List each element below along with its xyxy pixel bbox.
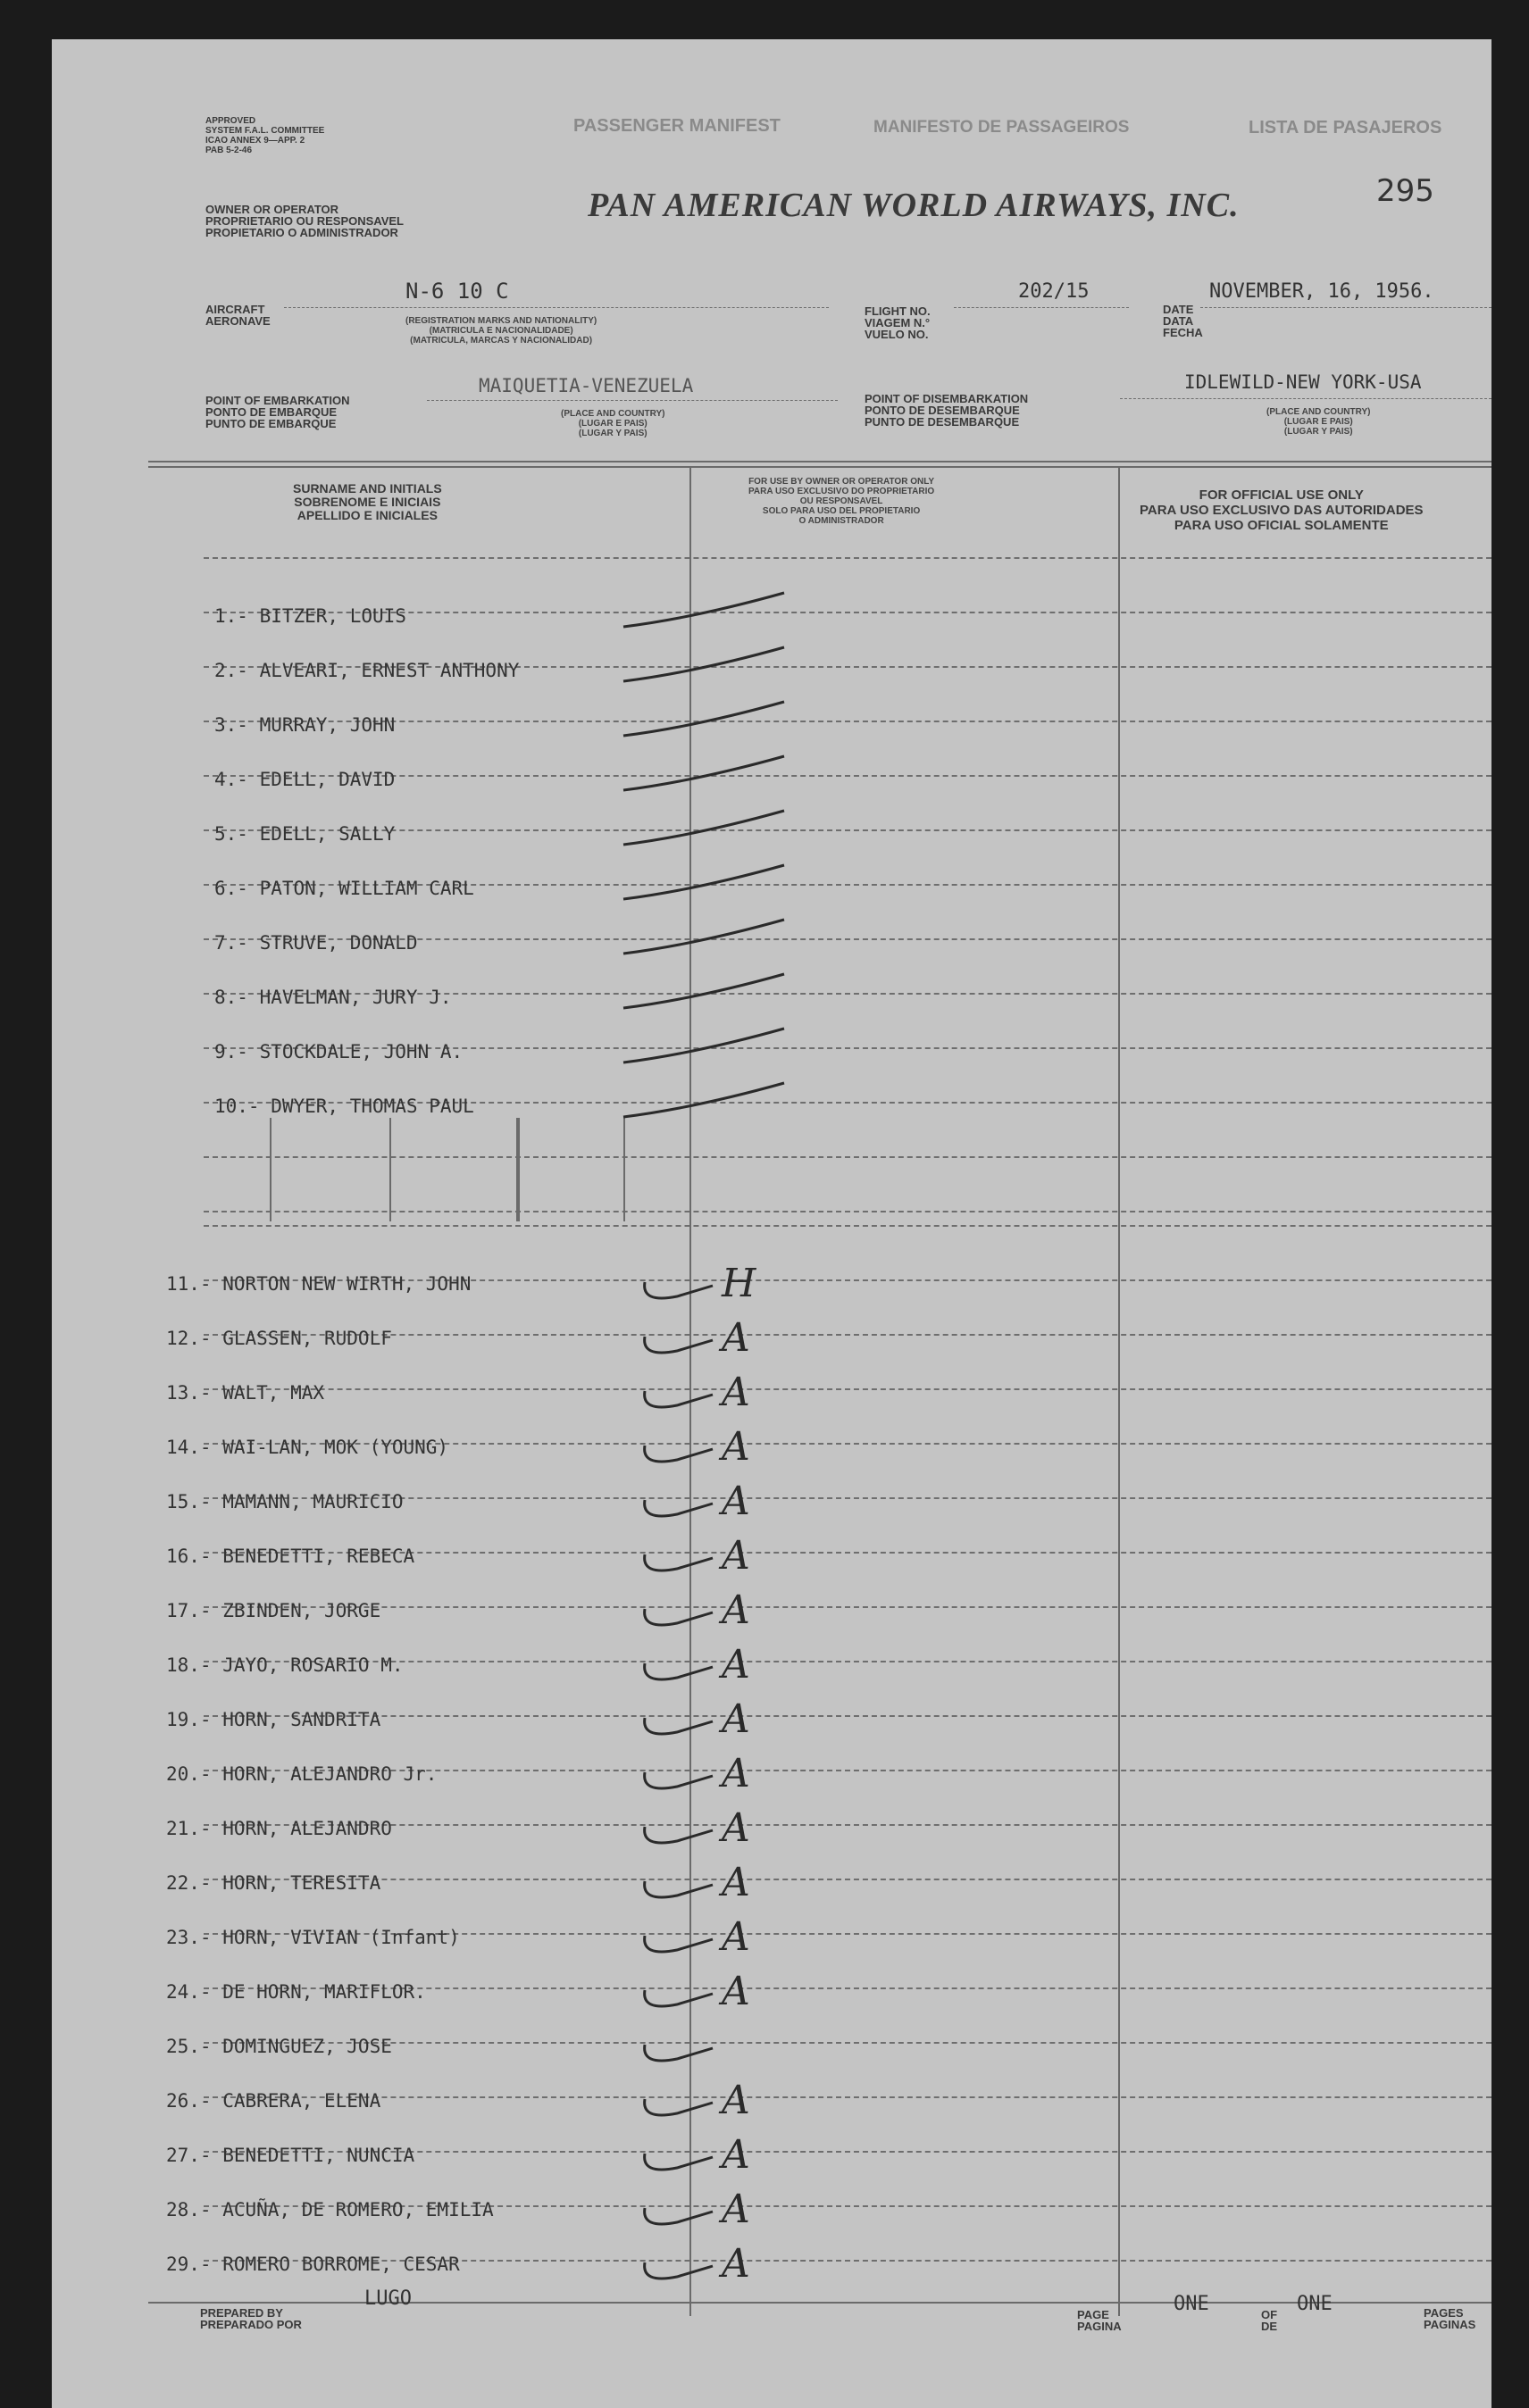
passenger-entry: 4.- EDELL, DAVID xyxy=(214,769,396,790)
passenger-entry: 6.- PATON, WILLIAM CARL xyxy=(214,878,474,899)
status-mark: H xyxy=(722,1261,756,1306)
check-stroke xyxy=(645,1718,713,1734)
passenger-entry: 7.- STRUVE, DONALD xyxy=(214,932,418,954)
check-stroke xyxy=(623,865,784,899)
of-label: OF DE xyxy=(1261,2308,1278,2333)
passenger-entry: 21.- HORN, ALEJANDRO xyxy=(166,1818,392,1839)
aircraft-value: N-6 10 C xyxy=(405,279,509,304)
passenger-entry: 10.- DWYER, THOMAS PAUL xyxy=(214,1096,474,1117)
passenger-entry: 2.- ALVEARI, ERNEST ANTHONY xyxy=(214,660,520,681)
check-stroke xyxy=(645,1881,713,1897)
check-stroke xyxy=(645,1772,713,1788)
passenger-entry: 8.- HAVELMAN, JURY J. xyxy=(214,987,452,1008)
check-stroke xyxy=(645,1391,713,1407)
passenger-entry: 9.- STOCKDALE, JOHN A. xyxy=(214,1041,464,1062)
status-mark: A xyxy=(722,1751,750,1796)
check-stroke xyxy=(645,1609,713,1625)
status-mark: A xyxy=(722,2132,750,2178)
manifest-page xyxy=(52,39,1491,2408)
col-operator-header: FOR USE BY OWNER OR OPERATOR ONLY PARA USO EXCLUSIVO DO PROPRIETARIO OU RESPONSAVEL SOLO PARA USO DEL PROPIETARIO O ADMINISTRADOR xyxy=(748,477,935,526)
check-stroke xyxy=(623,647,784,681)
passenger-entry: 23.- HORN, VIVIAN (Infant) xyxy=(166,1927,460,1948)
passenger-entry: 27.- BENEDETTI, NUNCIA xyxy=(166,2145,415,2166)
status-mark: A xyxy=(722,1479,750,1524)
page-value: ONE xyxy=(1174,2293,1209,2315)
prepared-by-value: LUGO xyxy=(364,2287,412,2310)
status-mark: A xyxy=(722,1315,750,1361)
status-mark: A xyxy=(722,1805,750,1851)
of-value: ONE xyxy=(1297,2293,1333,2315)
page-label: PAGE PAGINA xyxy=(1077,2308,1122,2333)
col-names-header: SURNAME AND INITIALS SOBRENOME E INICIAIS APELLIDO E INICIALES xyxy=(293,481,442,522)
check-stroke xyxy=(645,1936,713,1952)
status-mark: A xyxy=(722,1642,750,1687)
check-stroke xyxy=(645,1554,713,1571)
check-stroke xyxy=(623,811,784,845)
status-mark: A xyxy=(722,1696,750,1742)
check-stroke xyxy=(623,1029,784,1062)
airline-name: PAN AMERICAN WORLD AIRWAYS, INC. xyxy=(588,187,1240,224)
passenger-entry: 1.- BITZER, LOUIS xyxy=(214,605,406,627)
flight-value: 202/15 xyxy=(1018,280,1090,303)
check-stroke xyxy=(645,2154,713,2170)
passenger-entry: 29.- ROMERO BORROME, CESAR xyxy=(166,2254,460,2275)
status-mark: A xyxy=(722,2241,750,2287)
status-mark: A xyxy=(722,1969,750,2014)
passenger-entry: 18.- JAYO, ROSARIO M. xyxy=(166,1654,404,1676)
passenger-entry: 16.- BENEDETTI, REBECA xyxy=(166,1546,415,1567)
passenger-entry: 28.- ACUÑA, DE ROMERO, EMILIA xyxy=(166,2199,494,2221)
prepared-label: PREPARED BY PREPARADO POR xyxy=(200,2306,302,2331)
owner-label: OWNER OR OPERATOR PROPRIETARIO OU RESPONSAVEL PROPIETARIO O ADMINISTRADOR xyxy=(205,203,404,239)
passenger-entry: 20.- HORN, ALEJANDRO Jr. xyxy=(166,1763,438,1785)
passenger-entry: 25.- DOMINGUEZ, JOSE xyxy=(166,2036,392,2057)
status-mark: A xyxy=(722,1914,750,1960)
check-stroke xyxy=(623,756,784,790)
check-stroke xyxy=(623,1083,784,1117)
status-mark: A xyxy=(722,1587,750,1633)
date-value: NOVEMBER, 16, 1956. xyxy=(1209,280,1434,303)
embark-label: POINT OF EMBARKATION PONTO DE EMBARQUE PUNTO DE EMBARQUE xyxy=(205,394,350,430)
check-stroke xyxy=(645,1990,713,2006)
date-label: DATE DATA FECHA xyxy=(1163,303,1203,339)
check-stroke xyxy=(623,974,784,1008)
check-stroke xyxy=(645,1500,713,1516)
check-stroke xyxy=(645,2262,713,2279)
passenger-entry: 15.- MAMANN, MAURICIO xyxy=(166,1491,404,1512)
passenger-entry: 19.- HORN, SANDRITA xyxy=(166,1709,381,1730)
title-spanish: LISTA DE PASAJEROS xyxy=(1249,118,1442,137)
status-mark: A xyxy=(722,2187,750,2232)
passenger-entry: 22.- HORN, TERESITA xyxy=(166,1872,381,1894)
check-stroke xyxy=(645,1827,713,1843)
status-mark: A xyxy=(722,2078,750,2123)
check-stroke xyxy=(645,1337,713,1353)
disembark-label: POINT OF DISEMBARKATION PONTO DE DESEMBARQUE PUNTO DE DESEMBARQUE xyxy=(865,392,1029,429)
status-mark: A xyxy=(722,1860,750,1905)
passenger-entry: 13.- WALT, MAX xyxy=(166,1382,325,1404)
check-stroke xyxy=(645,1282,713,1298)
registration-note: (REGISTRATION MARKS AND NATIONALITY) (MATRICULA E NACIONALIDADE) (MATRICULA, MARCAS Y NACIONALIDAD) xyxy=(405,316,597,346)
passenger-entry: 17.- ZBINDEN, JORGE xyxy=(166,1600,381,1621)
passenger-entry: 11.- NORTON NEW WIRTH, JOHN xyxy=(166,1273,472,1295)
check-stroke xyxy=(645,2045,713,2061)
page-number: 295 xyxy=(1376,173,1434,209)
status-mark: A xyxy=(722,1370,750,1415)
disembark-value: IDLEWILD-NEW YORK-USA xyxy=(1184,371,1422,393)
pages-label: PAGES PAGINAS xyxy=(1424,2306,1476,2331)
passenger-entry: 3.- MURRAY, JOHN xyxy=(214,714,396,736)
check-stroke xyxy=(645,1663,713,1679)
status-mark: A xyxy=(722,1533,750,1579)
embark-value: MAIQUETIA-VENEZUELA xyxy=(479,375,694,396)
check-stroke xyxy=(645,2099,713,2115)
disembark-place-note: (PLACE AND COUNTRY) (LUGAR E PAIS) (LUGAR Y PAIS) xyxy=(1266,407,1371,437)
check-stroke xyxy=(645,1446,713,1462)
embark-place-note: (PLACE AND COUNTRY) (LUGAR E PAIS) (LUGAR Y PAIS) xyxy=(561,409,665,438)
aircraft-label: AIRCRAFT AERONAVE xyxy=(205,303,271,328)
flight-label: FLIGHT NO. VIAGEM N.° VUELO NO. xyxy=(865,304,931,341)
title-portuguese: MANIFESTO DE PASSAGEIROS xyxy=(873,118,1130,137)
approval-note: APPROVED SYSTEM F.A.L. COMMITTEE ICAO ANNEX 9—APP. 2 PAB 5-2-46 xyxy=(205,116,325,155)
col-official-header: FOR OFFICIAL USE ONLY PARA USO EXCLUSIVO DAS AUTORIDADES PARA USO OFICIAL SOLAMENTE xyxy=(1140,487,1424,533)
passenger-entry: 5.- EDELL, SALLY xyxy=(214,823,396,845)
check-stroke xyxy=(645,2208,713,2224)
check-stroke xyxy=(623,593,784,627)
passenger-entry: 24.- DE HORN, MARIFLOR. xyxy=(166,1981,426,2003)
passenger-entry: 26.- CABRERA, ELENA xyxy=(166,2090,381,2112)
status-mark: A xyxy=(722,1424,750,1470)
check-stroke xyxy=(623,702,784,736)
passenger-entry: 12.- GLASSEN, RUDOLF xyxy=(166,1328,392,1349)
handwritten-checkmarks xyxy=(52,39,1491,2408)
title-english: PASSENGER MANIFEST xyxy=(573,116,781,136)
check-stroke xyxy=(623,920,784,954)
passenger-entry: 14.- WAI-LAN, MOK (YOUNG) xyxy=(166,1437,449,1458)
